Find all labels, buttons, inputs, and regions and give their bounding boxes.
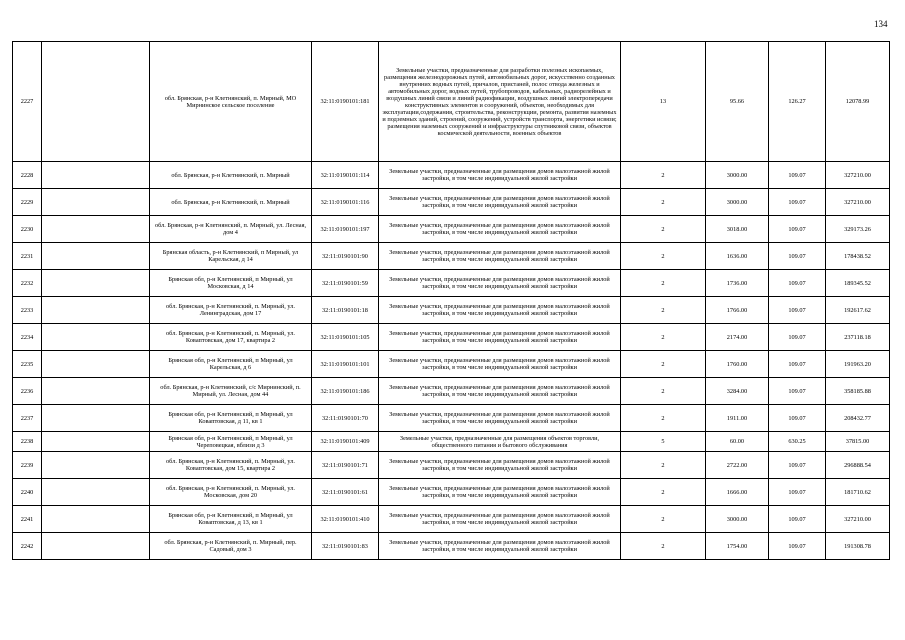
cadastral-number-cell: 32:11:0190101:410 bbox=[312, 506, 379, 533]
cadastral-value-cell: 12078.99 bbox=[826, 42, 890, 162]
cadastral-value-cell: 296888.54 bbox=[826, 452, 890, 479]
empty-cell bbox=[42, 297, 150, 324]
cadastral-number-cell: 32:11:0190101:197 bbox=[312, 216, 379, 243]
address-cell: Брянская обл, р-н Клетнянский, п Мирный, ул Коваптовская, д 11, кв 1 bbox=[150, 405, 312, 432]
row-number-cell: 2237 bbox=[13, 405, 42, 432]
land-use-cell: Земельные участки, предназначенные для размещения домов малоэтажной жилой застройки, в том числе индивидуальной жилой застройки bbox=[379, 297, 621, 324]
row-number-cell: 2240 bbox=[13, 479, 42, 506]
page-number: 134 bbox=[874, 19, 888, 29]
area-cell: 1666.00 bbox=[706, 479, 769, 506]
table-row bbox=[13, 297, 890, 324]
cadastral-value-cell: 189345.52 bbox=[826, 270, 890, 297]
address-cell: обл. Брянская, р-н Клетнянский, п. Мирный bbox=[150, 162, 312, 189]
area-cell: 1754.00 bbox=[706, 533, 769, 560]
cadastral-number-cell: 32:11:0190101:181 bbox=[312, 42, 379, 162]
cadastral-number-cell: 32:11:0190101:71 bbox=[312, 452, 379, 479]
rate-cell: 109.07 bbox=[769, 189, 826, 216]
land-use-cell: Земельные участки, предназначенные для размещения домов малоэтажной жилой застройки, в том числе индивидуальной жилой застройки bbox=[379, 506, 621, 533]
land-use-cell: Земельные участки, предназначенные для размещения домов малоэтажной жилой застройки, в том числе индивидуальной жилой застройки bbox=[379, 405, 621, 432]
group-cell: 2 bbox=[621, 506, 706, 533]
row-number-cell: 2230 bbox=[13, 216, 42, 243]
area-cell: 95.66 bbox=[706, 42, 769, 162]
cadastral-value-cell: 192617.62 bbox=[826, 297, 890, 324]
address-cell: обл. Брянская, р-н Клетнянский, п. Мирный, ул. Коваптовская, дом 17, квартира 2 bbox=[150, 324, 312, 351]
group-cell: 2 bbox=[621, 189, 706, 216]
table-row bbox=[13, 216, 890, 243]
table-row bbox=[13, 432, 890, 452]
empty-cell bbox=[42, 216, 150, 243]
area-cell: 1636.00 bbox=[706, 243, 769, 270]
land-use-cell: Земельные участки, предназначенные для размещения объектов торговли, общественного питания и бытового обслуживания bbox=[379, 432, 621, 452]
group-cell: 2 bbox=[621, 452, 706, 479]
area-cell: 2722.00 bbox=[706, 452, 769, 479]
row-number-cell: 2241 bbox=[13, 506, 42, 533]
empty-cell bbox=[42, 189, 150, 216]
address-cell: Брянская обл, р-н Клетнянский, п Мирный, ул Карельская, д 6 bbox=[150, 351, 312, 378]
row-number-cell: 2238 bbox=[13, 432, 42, 452]
group-cell: 2 bbox=[621, 533, 706, 560]
rate-cell: 109.07 bbox=[769, 216, 826, 243]
group-cell: 2 bbox=[621, 324, 706, 351]
rate-cell: 109.07 bbox=[769, 405, 826, 432]
empty-cell bbox=[42, 42, 150, 162]
table-row bbox=[13, 378, 890, 405]
rate-cell: 109.07 bbox=[769, 297, 826, 324]
cadastral-value-cell: 358185.88 bbox=[826, 378, 890, 405]
cadastral-number-cell: 32:11:0190101:59 bbox=[312, 270, 379, 297]
address-cell: обл. Брянская, р-н Клетнянский, п. Мирный bbox=[150, 189, 312, 216]
area-cell: 1911.00 bbox=[706, 405, 769, 432]
group-cell: 2 bbox=[621, 162, 706, 189]
group-cell: 2 bbox=[621, 479, 706, 506]
cadastral-value-cell: 329173.26 bbox=[826, 216, 890, 243]
table-row bbox=[13, 324, 890, 351]
rate-cell: 109.07 bbox=[769, 351, 826, 378]
table-row bbox=[13, 452, 890, 479]
group-cell: 2 bbox=[621, 270, 706, 297]
land-use-cell: Земельные участки, предназначенные для размещения домов малоэтажной жилой застройки, в том числе индивидуальной жилой застройки bbox=[379, 452, 621, 479]
rate-cell: 109.07 bbox=[769, 162, 826, 189]
area-cell: 1736.00 bbox=[706, 270, 769, 297]
area-cell: 1766.00 bbox=[706, 297, 769, 324]
cadastral-number-cell: 32:11:0190101:105 bbox=[312, 324, 379, 351]
address-cell: обл. Брянская, р-н Клетнянский, п. Мирный, МО Мирнинское сельское поселение bbox=[150, 42, 312, 162]
empty-cell bbox=[42, 533, 150, 560]
empty-cell bbox=[42, 432, 150, 452]
area-cell: 1760.00 bbox=[706, 351, 769, 378]
rate-cell: 109.07 bbox=[769, 533, 826, 560]
land-use-cell: Земельные участки, предназначенные для размещения домов малоэтажной жилой застройки, в том числе индивидуальной жилой застройки bbox=[379, 243, 621, 270]
empty-cell bbox=[42, 270, 150, 297]
group-cell: 2 bbox=[621, 405, 706, 432]
group-cell: 2 bbox=[621, 216, 706, 243]
table-row bbox=[13, 533, 890, 560]
row-number-cell: 2234 bbox=[13, 324, 42, 351]
cadastral-number-cell: 32:11:0190101:70 bbox=[312, 405, 379, 432]
group-cell: 5 bbox=[621, 432, 706, 452]
empty-cell bbox=[42, 506, 150, 533]
land-use-cell: Земельные участки, предназначенные для разработки полезных ископаемых, размещения железнодорожных путей, автомобильных дорог, искусственно созданных внутренних водных путей, причалов, пристаней, полос отвода железных и автомобильных дорог, водных путей, трубопроводов, кабельных, радиорелейных и воздушных линий связи и линий радиофикации, воздушных линий электропередачи конструктивных элементов и сооружений, объектов, необходимых для эксплуатации,содержания, строительства, реконструкции, ремонта, развития наземных и подземных зданий, строений, сооружений, устройств транспорта, энергетики иcвязи; размещения наземных сооружений и инфраструктуры спутниковой связи, объектов космической деятельности, военных объектов bbox=[379, 42, 621, 162]
rate-cell: 126.27 bbox=[769, 42, 826, 162]
cadastral-value-cell: 208432.77 bbox=[826, 405, 890, 432]
area-cell: 3000.00 bbox=[706, 189, 769, 216]
area-cell: 3000.00 bbox=[706, 506, 769, 533]
empty-cell bbox=[42, 243, 150, 270]
land-registry-table bbox=[12, 41, 890, 560]
address-cell: обл. Брянская, р-н Клетнянский, п. Мирный, ул. Лесная, дом 4 bbox=[150, 216, 312, 243]
table-body bbox=[13, 42, 890, 560]
rate-cell: 109.07 bbox=[769, 378, 826, 405]
land-use-cell: Земельные участки, предназначенные для размещения домов малоэтажной жилой застройки, в том числе индивидуальной жилой застройки bbox=[379, 270, 621, 297]
rate-cell: 630.25 bbox=[769, 432, 826, 452]
land-use-cell: Земельные участки, предназначенные для размещения домов малоэтажной жилой застройки, в том числе индивидуальной жилой застройки bbox=[379, 378, 621, 405]
cadastral-number-cell: 32:11:0190101:83 bbox=[312, 533, 379, 560]
land-use-cell: Земельные участки, предназначенные для размещения домов малоэтажной жилой застройки, в том числе индивидуальной жилой застройки bbox=[379, 216, 621, 243]
group-cell: 2 bbox=[621, 297, 706, 324]
address-cell: обл. Брянская, р-н Клетнянский, п. Мирный, ул. Ленинградская, дом 17 bbox=[150, 297, 312, 324]
cadastral-value-cell: 327210.00 bbox=[826, 189, 890, 216]
rate-cell: 109.07 bbox=[769, 243, 826, 270]
cadastral-value-cell: 181710.62 bbox=[826, 479, 890, 506]
cadastral-number-cell: 32:11:0190101:18 bbox=[312, 297, 379, 324]
row-number-cell: 2242 bbox=[13, 533, 42, 560]
address-cell: обл. Брянская, р-н Клетнянский, с/с Мирнинский, п. Мирный, ул. Лесная, дом 44 bbox=[150, 378, 312, 405]
group-cell: 2 bbox=[621, 378, 706, 405]
empty-cell bbox=[42, 324, 150, 351]
table-row bbox=[13, 405, 890, 432]
land-use-cell: Земельные участки, предназначенные для размещения домов малоэтажной жилой застройки, в том числе индивидуальной жилой застройки bbox=[379, 324, 621, 351]
address-cell: Брянская обл, р-н Клетнянский, п Мирный, ул Московская, д 14 bbox=[150, 270, 312, 297]
empty-cell bbox=[42, 351, 150, 378]
address-cell: Брянская область, р-н Клетнянский, п Мирный, ул Карельская, д 14 bbox=[150, 243, 312, 270]
area-cell: 3018.00 bbox=[706, 216, 769, 243]
cadastral-value-cell: 191963.20 bbox=[826, 351, 890, 378]
group-cell: 2 bbox=[621, 351, 706, 378]
empty-cell bbox=[42, 479, 150, 506]
area-cell: 60.00 bbox=[706, 432, 769, 452]
area-cell: 2174.00 bbox=[706, 324, 769, 351]
cadastral-number-cell: 32:11:0190101:186 bbox=[312, 378, 379, 405]
empty-cell bbox=[42, 378, 150, 405]
table-row bbox=[13, 479, 890, 506]
cadastral-number-cell: 32:11:0190101:114 bbox=[312, 162, 379, 189]
land-use-cell: Земельные участки, предназначенные для размещения домов малоэтажной жилой застройки, в том числе индивидуальной жилой застройки bbox=[379, 189, 621, 216]
row-number-cell: 2235 bbox=[13, 351, 42, 378]
land-use-cell: Земельные участки, предназначенные для размещения домов малоэтажной жилой застройки, в том числе индивидуальной жилой застройки bbox=[379, 351, 621, 378]
row-number-cell: 2229 bbox=[13, 189, 42, 216]
rate-cell: 109.07 bbox=[769, 452, 826, 479]
address-cell: Брянская обл, р-н Клетнянский, п Мирный, ул Коваптовская, д 13, кв 1 bbox=[150, 506, 312, 533]
area-cell: 3000.00 bbox=[706, 162, 769, 189]
address-cell: обл. Брянская, р-н Клетнянский, п. Мирный, пер. Садовый, дом 3 bbox=[150, 533, 312, 560]
row-number-cell: 2236 bbox=[13, 378, 42, 405]
land-use-cell: Земельные участки, предназначенные для размещения домов малоэтажной жилой застройки, в том числе индивидуальной жилой застройки bbox=[379, 533, 621, 560]
cadastral-value-cell: 327210.00 bbox=[826, 506, 890, 533]
land-use-cell: Земельные участки, предназначенные для размещения домов малоэтажной жилой застройки, в том числе индивидуальной жилой застройки bbox=[379, 162, 621, 189]
table-row bbox=[13, 189, 890, 216]
cadastral-number-cell: 32:11:0190101:61 bbox=[312, 479, 379, 506]
row-number-cell: 2232 bbox=[13, 270, 42, 297]
table-row bbox=[13, 162, 890, 189]
cadastral-value-cell: 178438.52 bbox=[826, 243, 890, 270]
rate-cell: 109.07 bbox=[769, 324, 826, 351]
rate-cell: 109.07 bbox=[769, 270, 826, 297]
row-number-cell: 2231 bbox=[13, 243, 42, 270]
group-cell: 2 bbox=[621, 243, 706, 270]
rate-cell: 109.07 bbox=[769, 479, 826, 506]
group-cell: 13 bbox=[621, 42, 706, 162]
cadastral-number-cell: 32:11:0190101:409 bbox=[312, 432, 379, 452]
cadastral-number-cell: 32:11:0190101:101 bbox=[312, 351, 379, 378]
address-cell: Брянская обл, р-н Клетнянский, п Мирный, ул Череповецкая, вблизи д 3 bbox=[150, 432, 312, 452]
empty-cell bbox=[42, 162, 150, 189]
row-number-cell: 2228 bbox=[13, 162, 42, 189]
address-cell: обл. Брянская, р-н Клетнянский, п. Мирный, ул. Коваптовская, дом 15, квартира 2 bbox=[150, 452, 312, 479]
area-cell: 3284.00 bbox=[706, 378, 769, 405]
cadastral-value-cell: 327210.00 bbox=[826, 162, 890, 189]
cadastral-value-cell: 237118.18 bbox=[826, 324, 890, 351]
empty-cell bbox=[42, 405, 150, 432]
cadastral-number-cell: 32:11:0190101:116 bbox=[312, 189, 379, 216]
cadastral-value-cell: 191308.78 bbox=[826, 533, 890, 560]
land-use-cell: Земельные участки, предназначенные для размещения домов малоэтажной жилой застройки, в том числе индивидуальной жилой застройки bbox=[379, 479, 621, 506]
table-row bbox=[13, 270, 890, 297]
empty-cell bbox=[42, 452, 150, 479]
table-row bbox=[13, 42, 890, 162]
cadastral-number-cell: 32:11:0190101:90 bbox=[312, 243, 379, 270]
rate-cell: 109.07 bbox=[769, 506, 826, 533]
cadastral-value-cell: 37815.00 bbox=[826, 432, 890, 452]
row-number-cell: 2227 bbox=[13, 42, 42, 162]
table-row bbox=[13, 506, 890, 533]
address-cell: обл. Брянская, р-н Клетнянский, п. Мирный, ул. Московская, дом 20 bbox=[150, 479, 312, 506]
table-row bbox=[13, 351, 890, 378]
table-row bbox=[13, 243, 890, 270]
row-number-cell: 2239 bbox=[13, 452, 42, 479]
row-number-cell: 2233 bbox=[13, 297, 42, 324]
